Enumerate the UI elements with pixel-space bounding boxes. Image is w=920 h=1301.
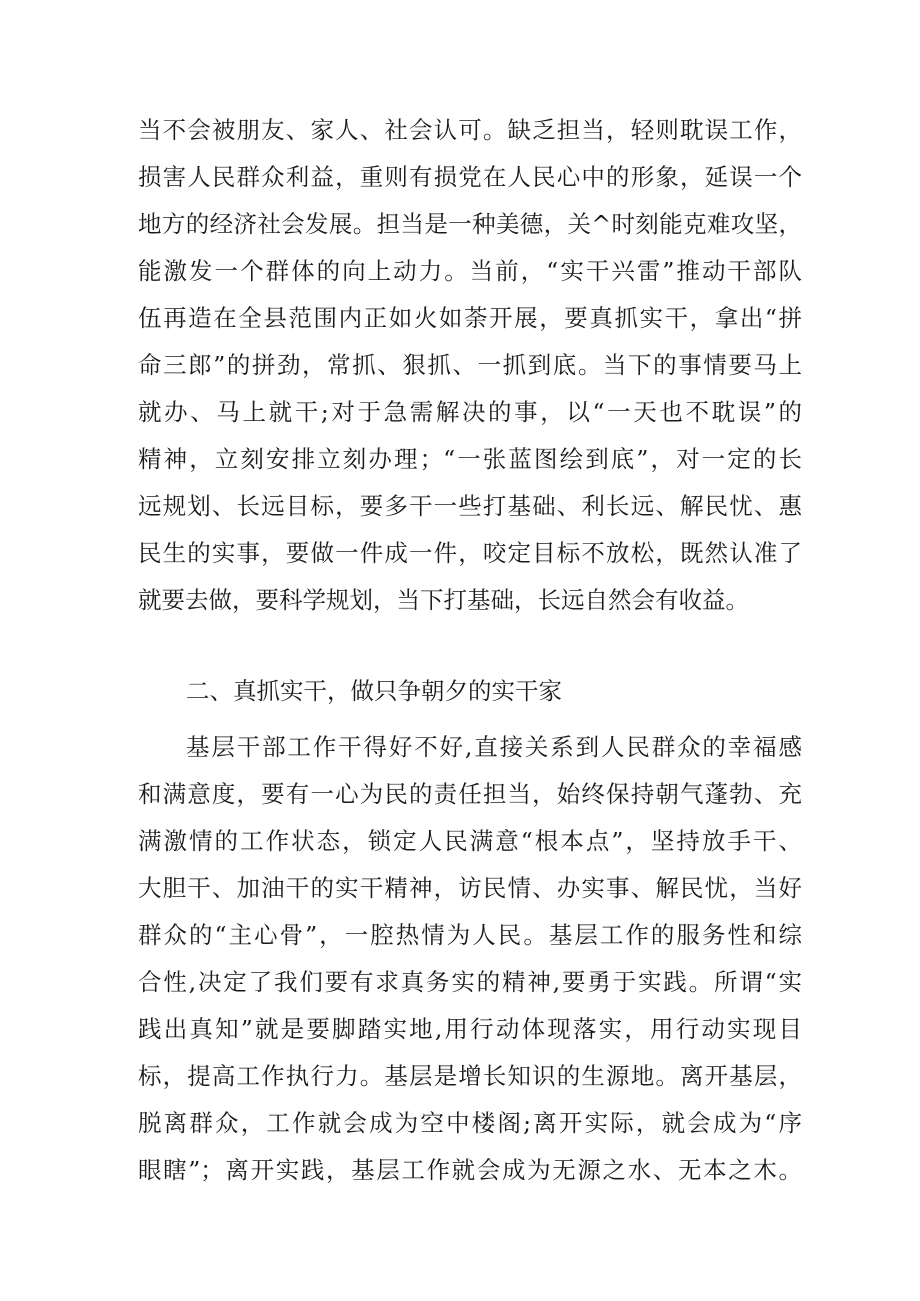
paragraph-line: 眼瞎”；离开实践，基层工作就会成为无源之水、无本之木。: [138, 1156, 802, 1184]
paragraph-line: 脱离群众，工作就会成为空中楼阁;离开实际，就会成为“序: [138, 1109, 802, 1137]
paragraph-line: 当不会被朋友、家人、社会认可。缺乏担当，轻则耽误工作，: [138, 116, 802, 144]
paragraph-line: 满激情的工作状态，锁定人民满意“根本点”，坚持放手干、: [138, 827, 802, 855]
section-heading: 二、真抓实干，做只争朝夕的实干家: [186, 677, 562, 705]
paragraph-line: 基层干部工作干得好不好,直接关系到人民群众的幸福感: [186, 733, 802, 761]
paragraph-line: 地方的经济社会发展。担当是一种美德，关^时刻能克难攻坚，: [138, 210, 802, 238]
paragraph-line: 和满意度，要有一心为民的责任担当，始终保持朝气蓬勃、充: [138, 780, 802, 808]
paragraph-line: 大胆干、加油干的实干精神，访民情、办实事、解民忧，当好: [138, 874, 802, 902]
paragraph-line: 精神，立刻安排立刻办理；“一张蓝图绘到底”，对一定的长: [138, 445, 802, 473]
paragraph-line: 践出真知”就是要脚踏实地,用行动体现落实，用行动实现目: [138, 1015, 802, 1043]
paragraph-line: 命三郎”的拼劲，常抓、狠抓、一抓到底。当下的事情要马上: [138, 351, 802, 379]
paragraph-line: 能激发一个群体的向上动力。当前，“实干兴雷”推动干部队: [138, 257, 802, 285]
paragraph-line: 标，提高工作执行力。基层是增长知识的生源地。离开基层，: [138, 1062, 802, 1090]
paragraph-line: 民生的实事，要做一件成一件，咬定目标不放松，既然认准了: [138, 539, 802, 567]
paragraph-line: 伍再造在全县范围内正如火如荼开展，要真抓实干，拿出“拼: [138, 304, 802, 332]
paragraph-line: 远规划、长远目标，要多干一些打基础、利长远、解民忧、惠: [138, 492, 802, 520]
paragraph-line: 就办、马上就干;对于急需解决的事，以“一天也不耽误”的: [138, 398, 802, 426]
paragraph-line: 就要去做，要科学规划，当下打基础，长远自然会有收益。: [138, 586, 749, 614]
paragraph-line: 群众的“主心骨”，一腔热情为人民。基层工作的服务性和综: [138, 921, 802, 949]
paragraph-line: 合性,决定了我们要有求真务实的精神,要勇于实践。所谓“实: [138, 968, 802, 996]
paragraph-line: 损害人民群众利益，重则有损党在人民心中的形象，延误一个: [138, 163, 802, 191]
